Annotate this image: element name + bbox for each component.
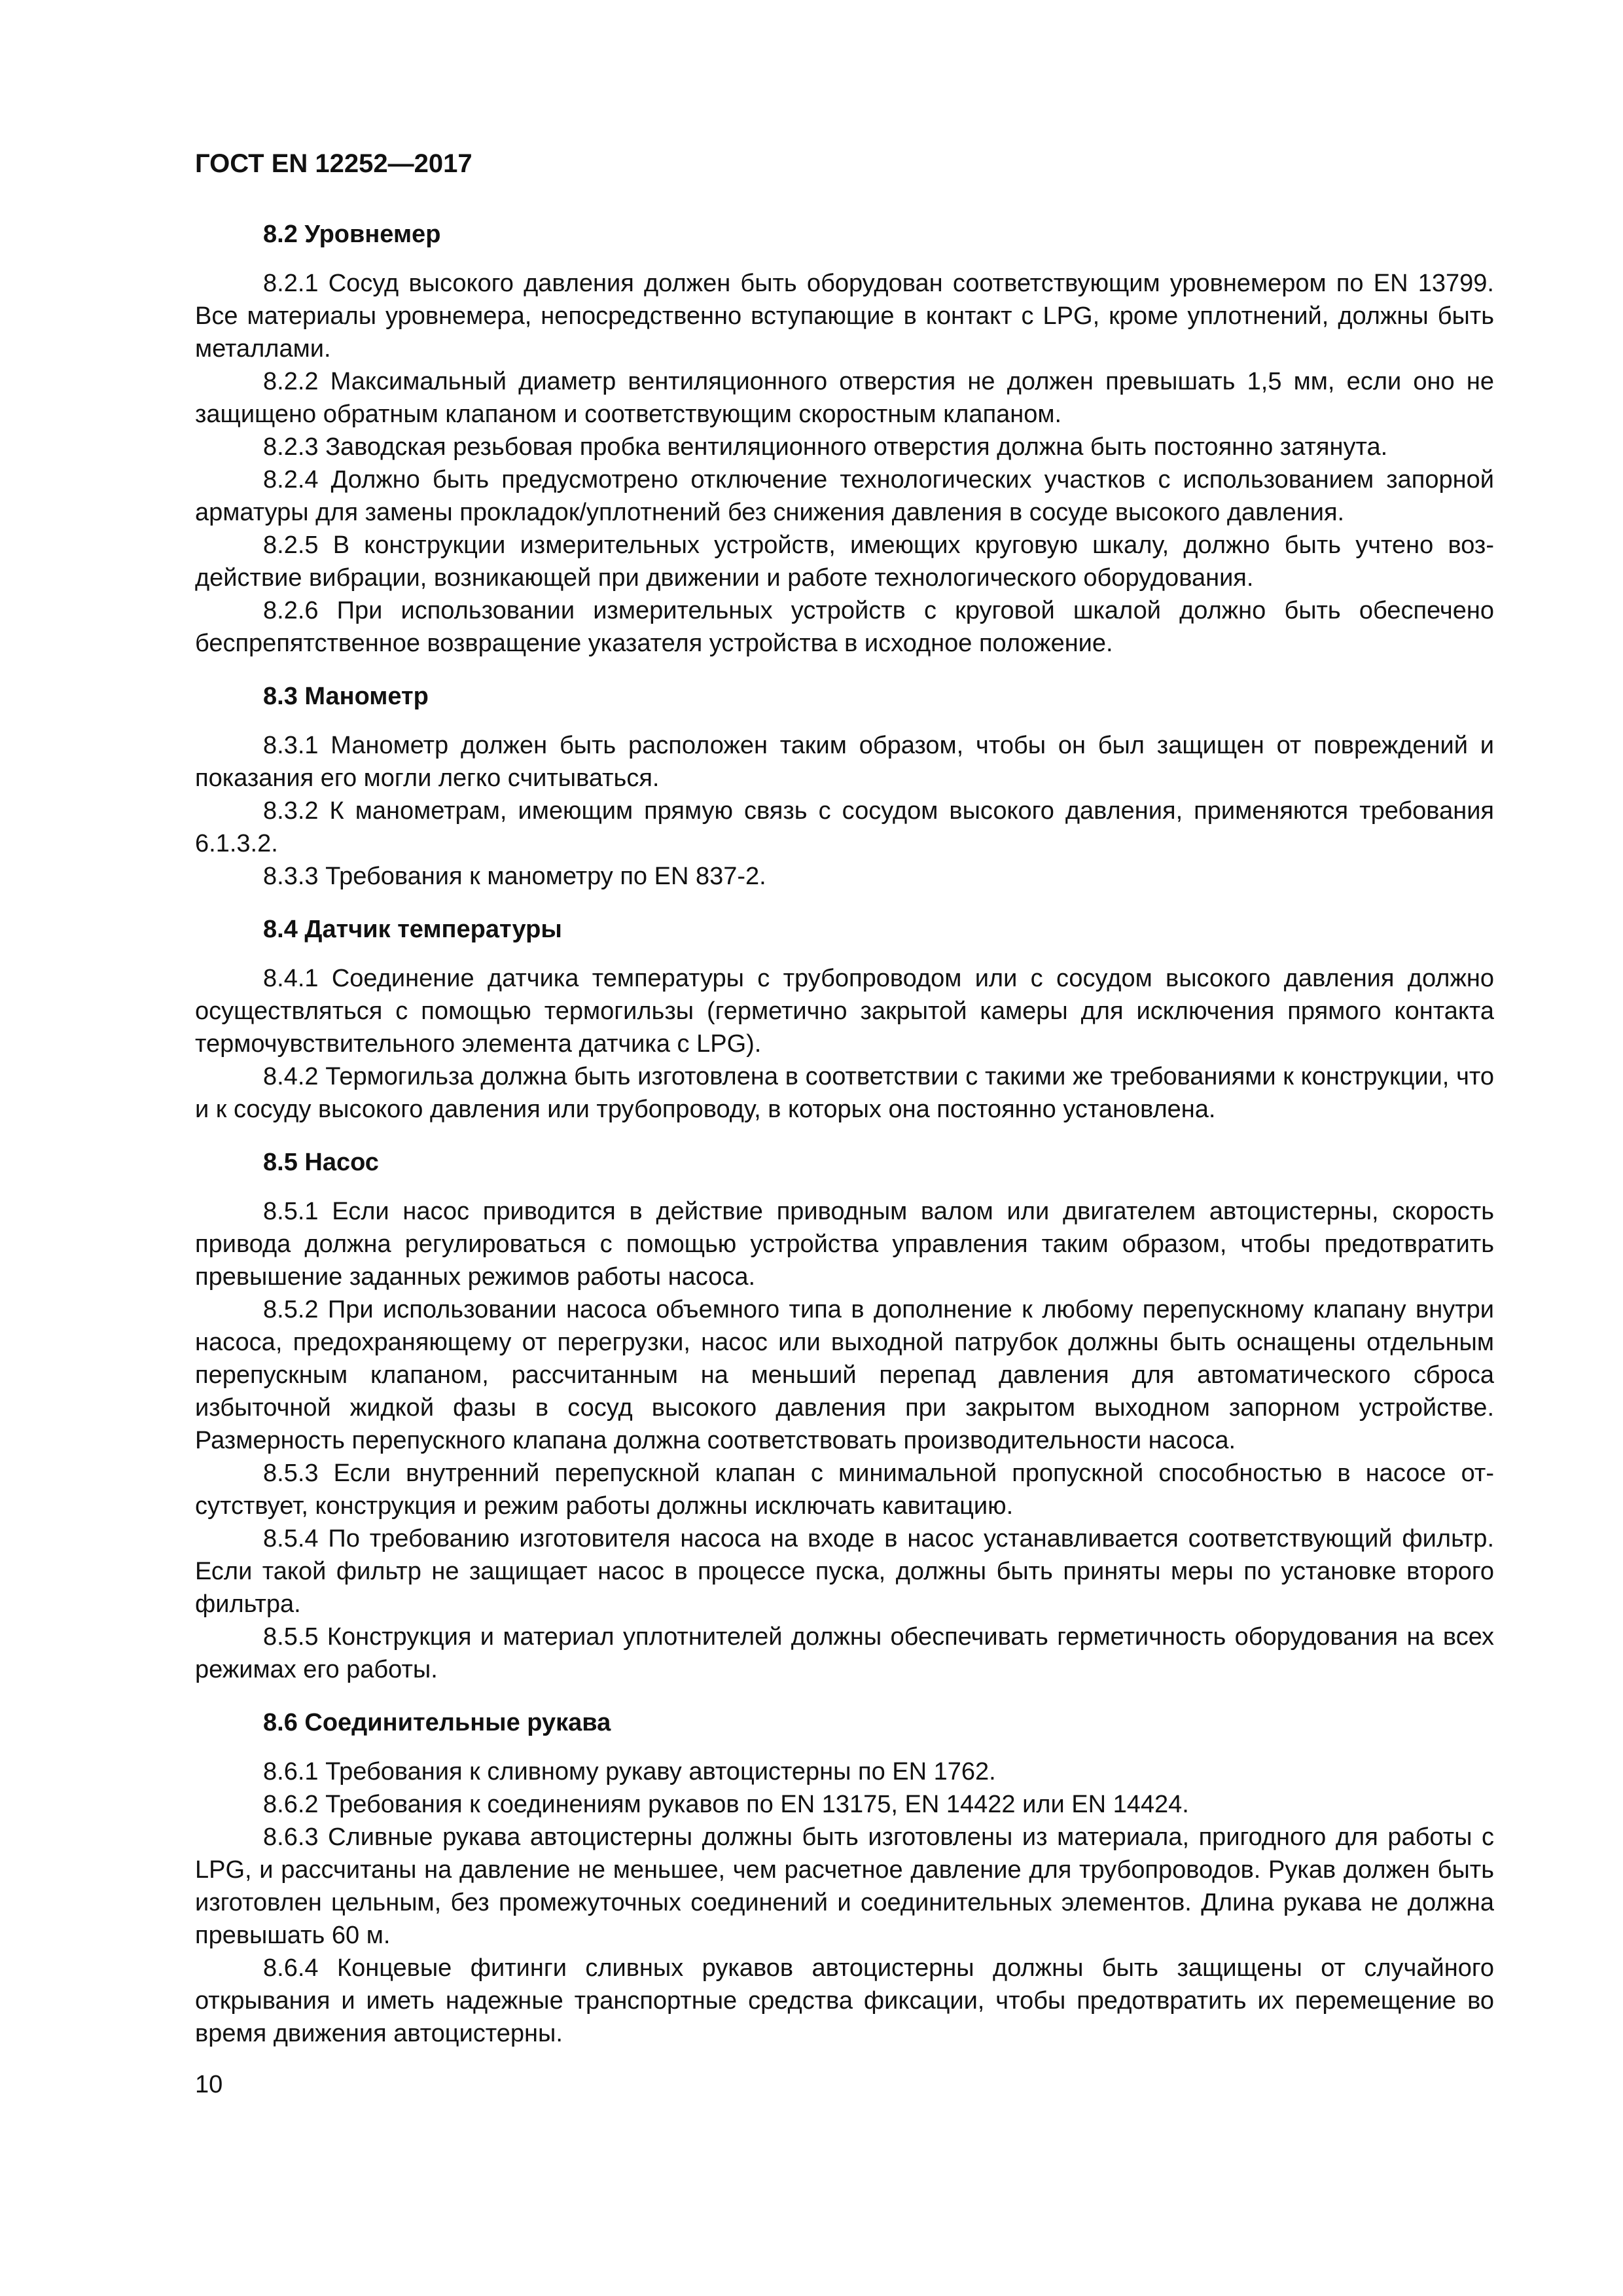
paragraph-8-4-2: 8.4.2 Термогильза должна быть изготовлена в соответствии с такими же требованиями к конструкции, что и к сосуду высокого давления или трубопроводу, в которых она постоянно установлена.: [195, 1063, 1494, 1123]
section-8-5: [195, 1144, 1494, 1686]
section-8-3: [195, 678, 1494, 893]
paragraph-8-6-2: 8.6.2 Требования к соединениям рукавов по EN 13175, EN 14422 или EN 14424.: [263, 1791, 1189, 1818]
paragraph-8-5-1: 8.5.1 Если насос приводится в действие приводным валом или двигателем автоцистерны, скорость привода должна регулироваться с помощью устройства управления таким образом, чтобы предотвратить превышение заданных режимов работы насоса.: [195, 1198, 1494, 1291]
section-8-4: [195, 911, 1494, 1126]
section-title: 8.2 Уровнемер: [263, 221, 441, 248]
paragraph-8-6-1: 8.6.1 Требования к сливному рукаву автоцистерны по EN 1762.: [263, 1758, 996, 1785]
paragraph-8-5-3: 8.5.3 Если внутренний перепускной клапан с минимальной пропускной способностью в насосе отсутствует, конструкция и режим работы должны исключать кавитацию.: [195, 1460, 1494, 1520]
paragraph-8-4-1: 8.4.1 Соединение датчика температуры с трубопроводом или с сосудом высокого давления должно осуществляться с помощью термогильзы (герметично закрытой камеры для исключения прямого контакта термочувствительного элемента датчика с LPG).: [195, 965, 1494, 1058]
paragraph-8-2-4: 8.2.4 Должно быть предусмотрено отключение технологических участков с использованием запорной арматуры для замены прокладок/уплотнений без снижения давления в сосуде высокого давления.: [195, 466, 1494, 526]
paragraph-8-5-2: 8.5.2 При использовании насоса объемного типа в дополнение к любому перепускному клапану внутри насоса, предохраняющему от перегрузки, насос или выходной патрубок должны быть оснащены отдельным перепускным клапаном, рассчитанным на меньший перепад давления для автоматического сброса избыточной жидкой фазы в сосуд высокого давления при закрытом выходном запорном устройстве. Размерность перепускного клапана должна соответствовать производительности насоса.: [195, 1296, 1494, 1454]
paragraph-8-6-3: 8.6.3 Сливные рукава автоцистерны должны быть изготовлены из материала, пригодного для работы с LPG, и рассчитаны на давление не меньшее, чем расчетное давление для трубопроводов. Рукав должен быть изготовлен цельным, без промежуточных соединений и соединительных элементов. Длина рукава не должна превышать 60 м.: [195, 1823, 1494, 1949]
section-title: 8.4 Датчик температуры: [263, 916, 562, 943]
paragraph-8-3-3: 8.3.3 Требования к манометру по EN 837-2.: [263, 863, 766, 890]
section-title: 8.5 Насос: [263, 1149, 379, 1176]
paragraph-8-2-5: 8.2.5 В конструкции измерительных устройств, имеющих круговую шкалу, должно быть учтено воздействие вибрации, возникающей при движении и работе технологического оборудования.: [195, 531, 1494, 592]
section-title: 8.6 Соединительные рукава: [263, 1709, 611, 1736]
paragraph-8-5-4: 8.5.4 По требованию изготовителя насоса на входе в насос устанавливается соответствующий фильтр. Если такой фильтр не защищает насос в процессе пуска, должны быть приняты меры по установке второго фильтра.: [195, 1525, 1494, 1618]
paragraph-8-2-1: 8.2.1 Сосуд высокого давления должен быть оборудован соответствующим уровнемером по EN 13799. Все материалы уровнемера, непосредственно вступающие в контакт с LPG, кроме уплотнений, должны быть металлами.: [195, 270, 1494, 363]
section-8-2: [195, 216, 1494, 660]
paragraph-8-6-4: 8.6.4 Концевые фитинги сливных рукавов автоцистерны должны быть защищены от случайного открывания и иметь надежные транспортные средства фиксации, чтобы предотвратить их перемещение во время движения автоцистерны.: [195, 1954, 1494, 2047]
paragraph-8-3-2: 8.3.2 К манометрам, имеющим прямую связь с сосудом высокого давления, применяются требования 6.1.3.2.: [195, 797, 1494, 857]
paragraph-8-3-1: 8.3.1 Манометр должен быть расположен таким образом, чтобы он был защищен от повреждений и показания его могли легко считываться.: [195, 732, 1494, 792]
paragraph-8-5-5: 8.5.5 Конструкция и материал уплотнителей должны обеспечивать герметичность оборудования на всех режимах его работы.: [195, 1623, 1494, 1683]
paragraph-8-2-6: 8.2.6 При использовании измерительных устройств с круговой шкалой должно быть обеспечено беспрепятственное возвращение указателя устройства в исходное положение.: [195, 597, 1494, 657]
document-page: [195, 145, 1494, 2101]
paragraph-8-2-3: 8.2.3 Заводская резьбовая пробка вентиляционного отверстия должна быть постоянно затянута.: [263, 433, 1388, 461]
section-title: 8.3 Манометр: [263, 683, 429, 710]
section-8-6: [195, 1704, 1494, 2050]
standard-header: ГОСТ EN 12252—2017: [195, 149, 473, 178]
page-number: 10: [195, 2071, 223, 2098]
paragraph-8-2-2: 8.2.2 Максимальный диаметр вентиляционного отверстия не должен превышать 1,5 мм, если оно не защищено обратным клапаном и соответствующим скоростным клапаном.: [195, 368, 1494, 428]
